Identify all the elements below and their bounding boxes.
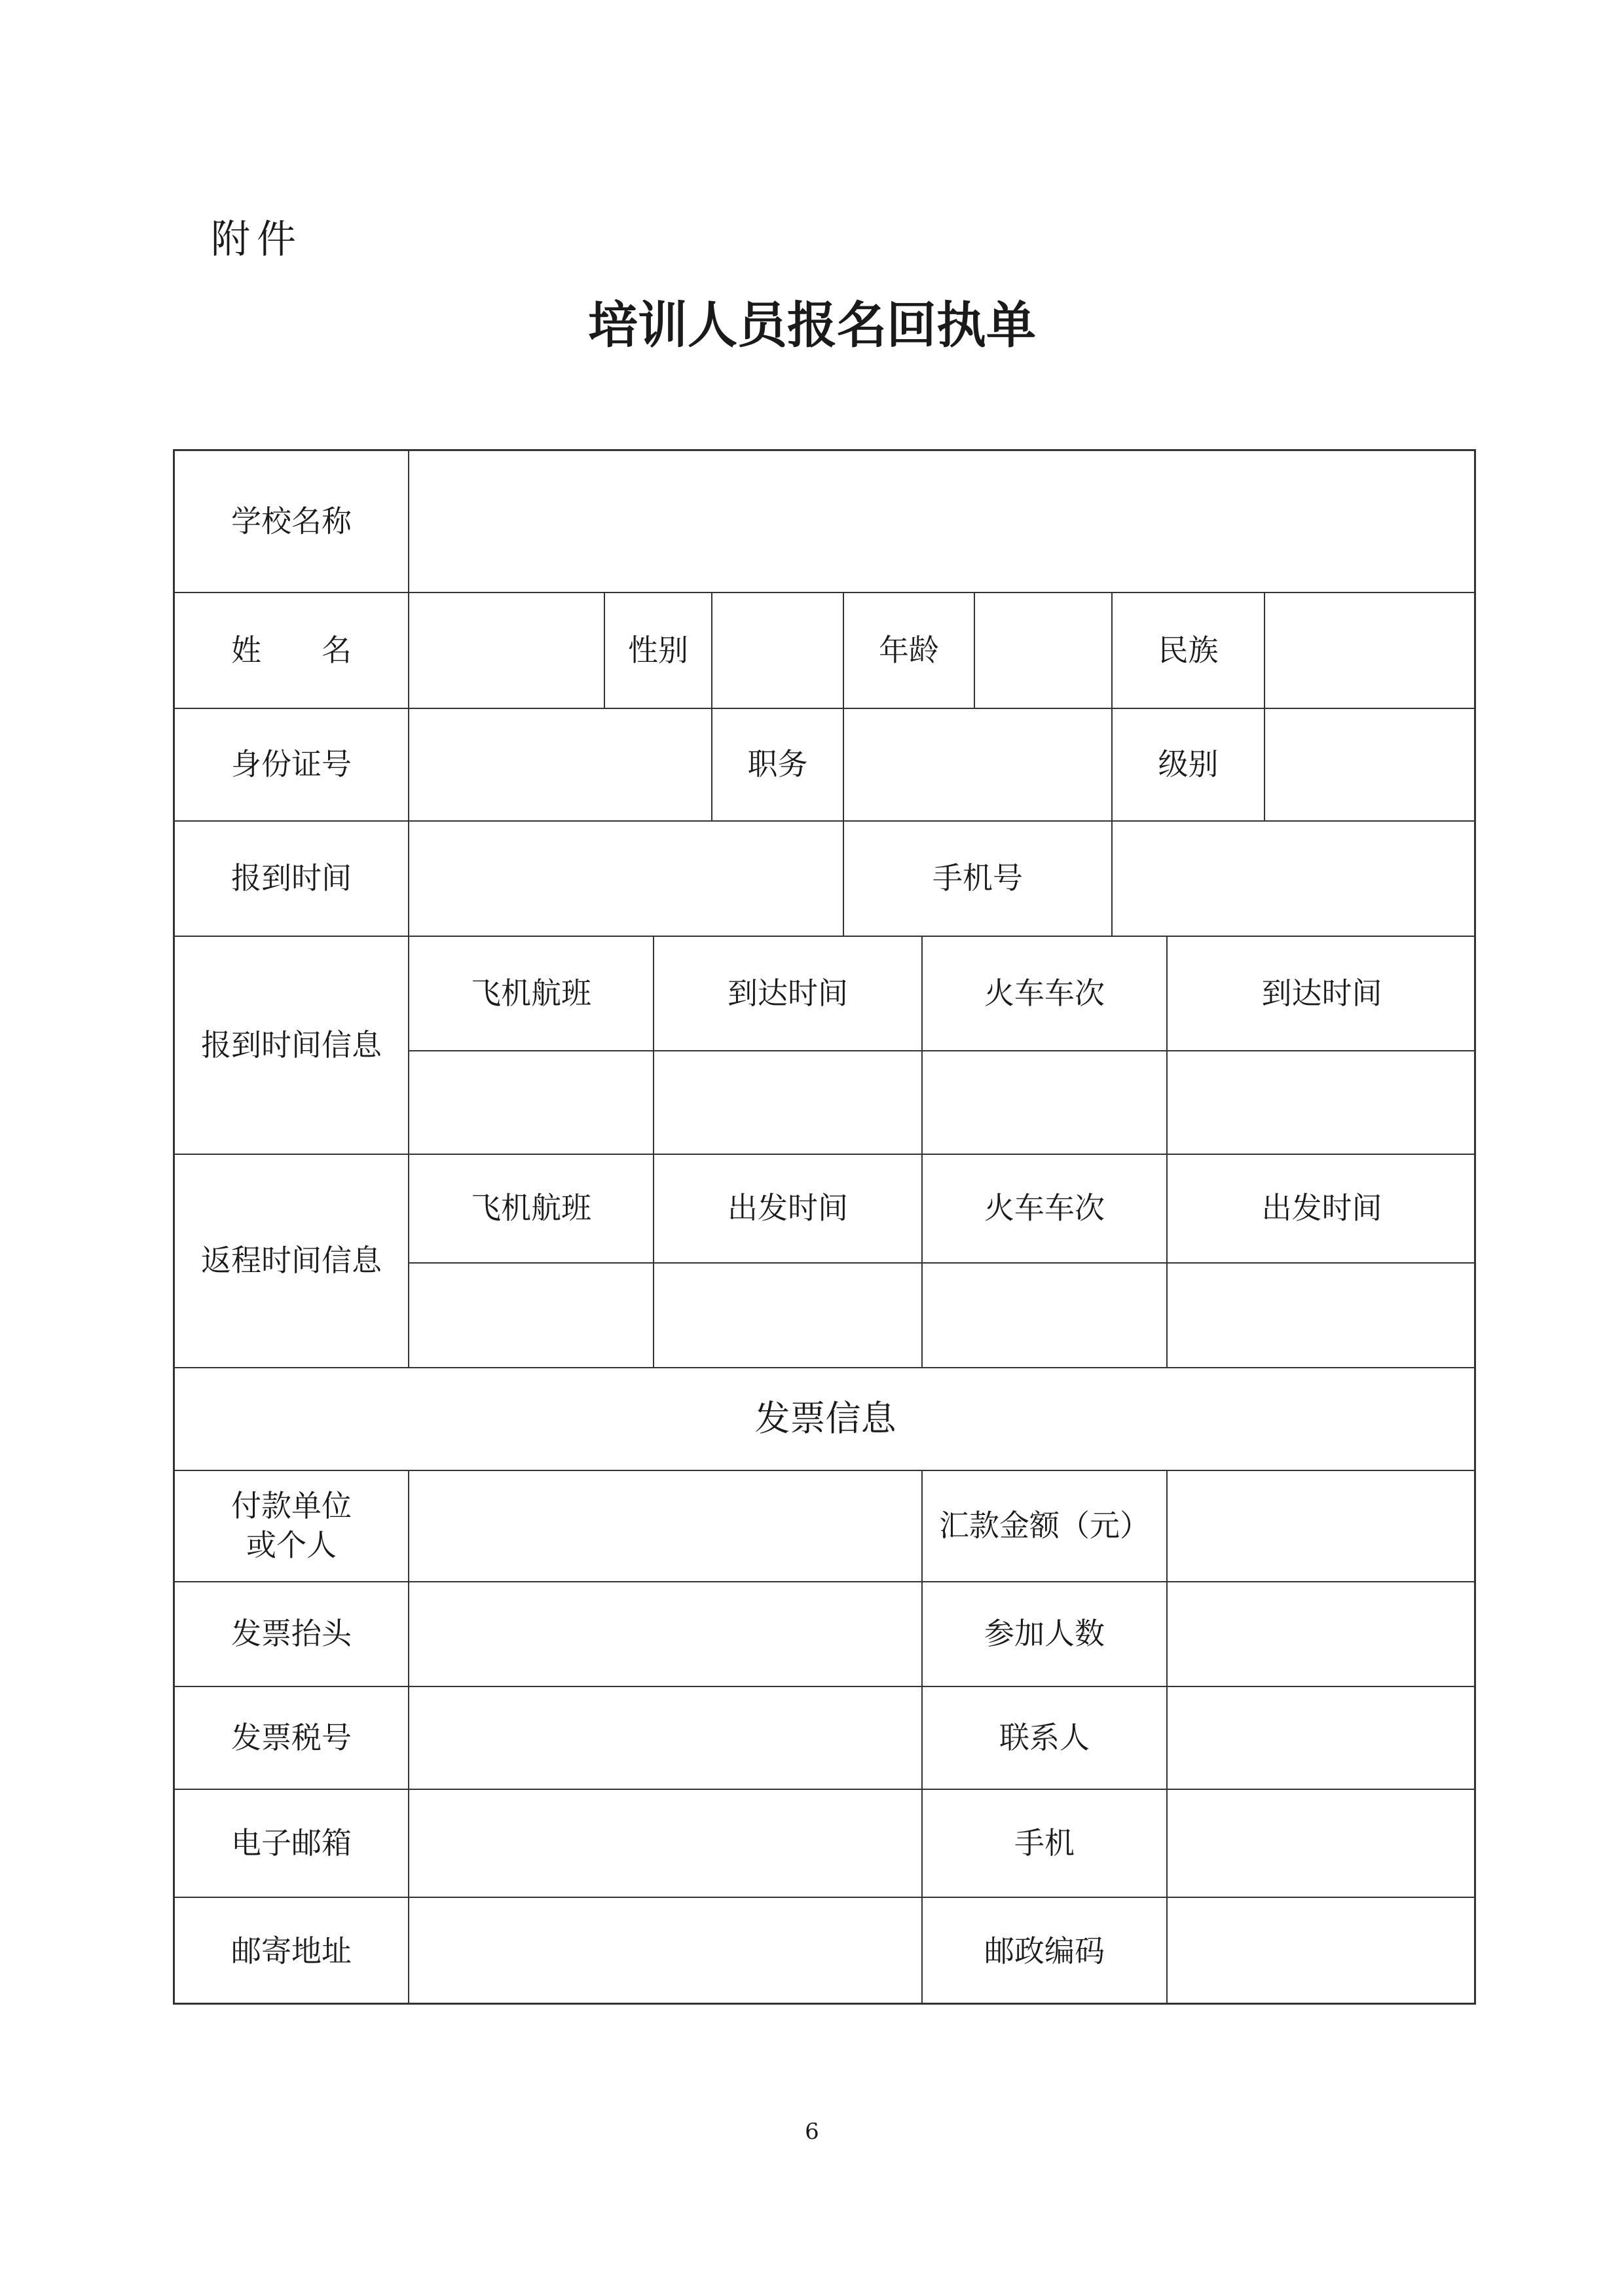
header-arrival-flight-time: 到达时间 xyxy=(654,937,923,1051)
label-arrival-info: 报到时间信息 xyxy=(175,937,409,1155)
label-gender: 性别 xyxy=(605,593,712,709)
field-phone[interactable] xyxy=(1168,1790,1476,1898)
header-arrival-flight: 飞机航班 xyxy=(409,937,654,1051)
label-postal-code: 邮政编码 xyxy=(923,1898,1168,2005)
page-number: 6 xyxy=(805,2119,819,2145)
header-return-flight-time: 出发时间 xyxy=(654,1155,923,1264)
label-payer xyxy=(175,1471,409,1582)
label-mobile-number: 手机号 xyxy=(844,822,1113,937)
label-email: 电子邮箱 xyxy=(175,1790,409,1898)
label-return-info: 返程时间信息 xyxy=(175,1155,409,1368)
label-mailing-address: 邮寄地址 xyxy=(175,1898,409,2005)
label-participants: 参加人数 xyxy=(923,1582,1168,1687)
label-school-name: 学校名称 xyxy=(175,451,409,593)
field-name[interactable] xyxy=(409,593,605,709)
field-position[interactable] xyxy=(844,709,1113,822)
label-age: 年龄 xyxy=(844,593,975,709)
header-arrival-train-time: 到达时间 xyxy=(1168,937,1476,1051)
field-arrival-train[interactable] xyxy=(923,1051,1168,1155)
label-name xyxy=(175,593,409,709)
field-arrival-time[interactable] xyxy=(409,822,844,937)
registration-form xyxy=(173,449,1476,2005)
page-title: 培训人员报名回执单 xyxy=(588,296,1036,354)
field-participants[interactable] xyxy=(1168,1582,1476,1687)
label-name-char-1: 姓 xyxy=(231,632,261,668)
label-name-char-2: 名 xyxy=(322,632,352,668)
label-level: 级别 xyxy=(1113,709,1265,822)
field-ethnicity[interactable] xyxy=(1265,593,1476,709)
label-contact: 联系人 xyxy=(923,1687,1168,1790)
header-arrival-train: 火车车次 xyxy=(923,937,1168,1051)
field-gender[interactable] xyxy=(712,593,844,709)
field-arrival-flight[interactable] xyxy=(409,1051,654,1155)
label-remit-amount: 汇款金额（元） xyxy=(923,1471,1168,1582)
label-ethnicity: 民族 xyxy=(1113,593,1265,709)
field-arrival-train-time[interactable] xyxy=(1168,1051,1476,1155)
label-payer-line-1: 付款单位 xyxy=(231,1488,352,1524)
field-return-train-time[interactable] xyxy=(1168,1264,1476,1368)
label-phone: 手机 xyxy=(923,1790,1168,1898)
header-return-train-time: 出发时间 xyxy=(1168,1155,1476,1264)
header-return-flight: 飞机航班 xyxy=(409,1155,654,1264)
label-payer-line-2: 或个人 xyxy=(246,1527,337,1563)
field-return-flight[interactable] xyxy=(409,1264,654,1368)
label-invoice-header: 发票抬头 xyxy=(175,1582,409,1687)
label-arrival-time: 报到时间 xyxy=(175,822,409,937)
field-arrival-flight-time[interactable] xyxy=(654,1051,923,1155)
field-postal-code[interactable] xyxy=(1168,1898,1476,2005)
field-age[interactable] xyxy=(975,593,1113,709)
field-school-name[interactable] xyxy=(409,451,1476,593)
field-mobile-number[interactable] xyxy=(1113,822,1476,937)
label-tax-number: 发票税号 xyxy=(175,1687,409,1790)
field-return-flight-time[interactable] xyxy=(654,1264,923,1368)
field-mailing-address[interactable] xyxy=(409,1898,923,2005)
header-return-train: 火车车次 xyxy=(923,1155,1168,1264)
invoice-section-header: 发票信息 xyxy=(175,1368,1476,1471)
field-return-train[interactable] xyxy=(923,1264,1168,1368)
field-invoice-header[interactable] xyxy=(409,1582,923,1687)
field-payer[interactable] xyxy=(409,1471,923,1582)
attachment-label: 附件 xyxy=(211,217,303,263)
field-id-number[interactable] xyxy=(409,709,712,822)
field-contact[interactable] xyxy=(1168,1687,1476,1790)
field-tax-number[interactable] xyxy=(409,1687,923,1790)
label-position: 职务 xyxy=(712,709,844,822)
field-email[interactable] xyxy=(409,1790,923,1898)
field-level[interactable] xyxy=(1265,709,1476,822)
label-id-number: 身份证号 xyxy=(175,709,409,822)
field-remit-amount[interactable] xyxy=(1168,1471,1476,1582)
